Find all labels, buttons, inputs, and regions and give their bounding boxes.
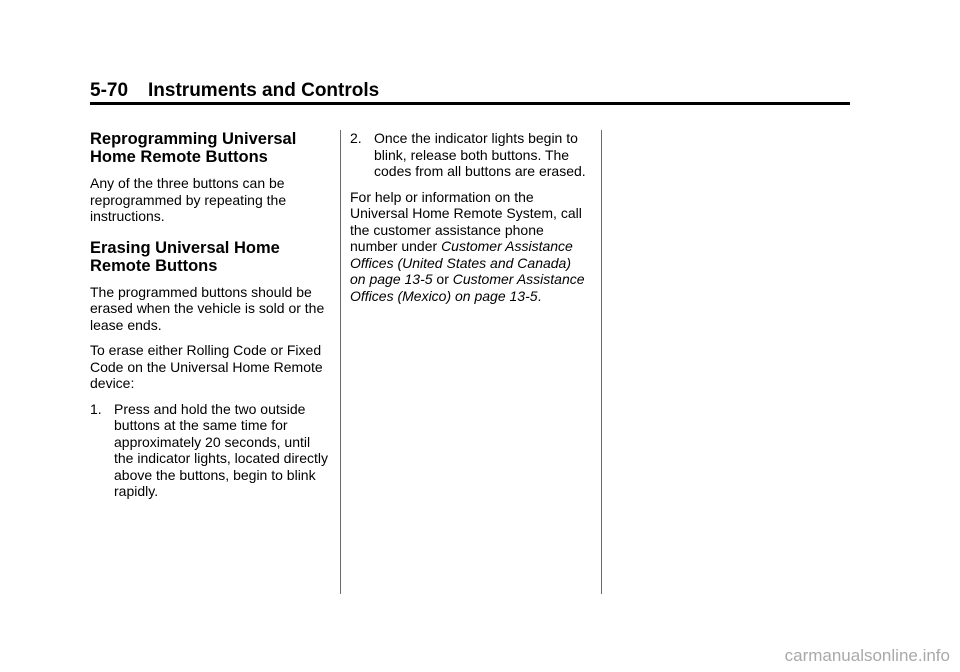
help-end: . (537, 287, 542, 304)
heading-reprogramming: Reprogramming Universal Home Remote Buttons (90, 130, 297, 166)
paragraph-erase-when: The programmed buttons should be erased when the vehicle is sold or the lease ends. (90, 283, 325, 333)
reference-mexico[interactable]: Customer Assistance Offices (Mexico) on page 13-5 (350, 271, 585, 304)
help-text: For help or information on the Universal Home Remote System, call the customer assistance phone number under (350, 188, 582, 254)
watermark: carmanualsonline.info (784, 646, 950, 665)
paragraph-erase-how: To erase either Rolling Code or Fixed Code on the Universal Home Remote device: (90, 342, 323, 391)
header-rule (90, 102, 850, 105)
step-1-number: 1. (90, 400, 102, 417)
step-2-number: 2. (350, 130, 362, 146)
section-title: Instruments and Controls (148, 80, 380, 101)
column-divider-2 (601, 130, 602, 594)
column-1 (90, 130, 330, 509)
paragraph-help (350, 189, 590, 305)
step-2 (350, 130, 590, 180)
page-number: 5-70 (90, 80, 129, 101)
column-divider-1 (340, 130, 341, 594)
paragraph-reprogramming: Any of the three buttons can be reprogrammed by repeating the instructions. (90, 175, 287, 224)
heading-erasing: Erasing Universal Home Remote Buttons (90, 238, 280, 275)
step-2-text: Once the indicator lights begin to blink, release both buttons. The codes from all buttons are erased. (374, 130, 586, 179)
step-1-text: Press and hold the two outside buttons at the same time for approximately 20 seconds, until the indicator lights, located directly above the buttons, begin to blink rapidly. (114, 400, 328, 499)
reference-us-canada[interactable]: Customer Assistance Offices (United States and Canada) on page 13-5 (350, 238, 573, 287)
step-1 (90, 401, 330, 500)
help-joiner: or (436, 271, 449, 287)
column-2 (350, 130, 590, 313)
